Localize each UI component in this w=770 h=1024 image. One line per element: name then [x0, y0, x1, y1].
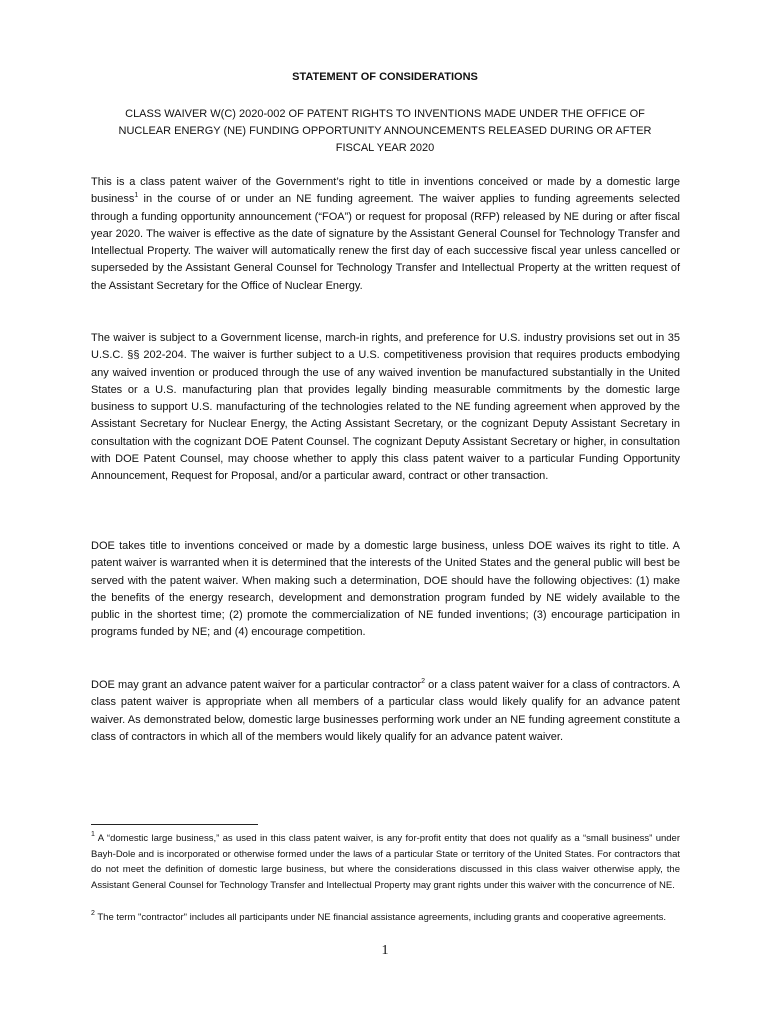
footnote-1-mark: 1 [91, 831, 95, 838]
footnote-2 [91, 910, 680, 926]
paragraph-4-text-a: DOE may grant an advance patent waiver for a particular contractor [91, 679, 422, 691]
footnote-2-text: The term "contractor" includes all participants under NE financial assistance agreements, including grants and cooperative agreements. [94, 912, 666, 923]
paragraph-4-text-b: or a class patent waiver for a class of contractors. A class patent waiver is appropriate when all members of a particular class would likely qualify for an advance patent waiver. As demonstrated below, domestic large businesses performing work under an NE funding agreement constitute a class of contractors in which all of the members would likely qualify for an advance patent waiver. [91, 679, 680, 743]
footnote-ref-1: 1 [134, 192, 139, 200]
footnote-divider [91, 824, 258, 825]
paragraph-1 [91, 174, 680, 295]
paragraph-1-text-a: This is a class patent waiver of the Government’s right to title in inventions conceived or made by a domestic large business [91, 176, 680, 206]
footnote-ref-2: 2 [421, 678, 426, 685]
page-number: 1 [381, 943, 389, 958]
paragraph-2: The waiver is subject to a Government license, march-in rights, and preference for U.S. industry provisions set out in 35 U.S.C. §§ 202-204. The waiver is further subject to a U.S. competitiveness provision that requires products embodying any waived invention or produced through the use of any waived invention be manufactured substantially in the United States or a U.S. manufacturing plan that provides legally binding measurable commitments by the domestic large business to support U.S. manufacturing of the technologies related to the NE funding agreement when approved by the Assistant Secretary for Nuclear Energy, the Acting Assistant Secretary, or the cognizant Deputy Assistant Secretary in consultation with the cognizant DOE Patent Counsel. The cognizant Deputy Assistant Secretary or higher, in consultation with DOE Patent Counsel, may choose whether to apply this class patent waiver to a particular Funding Opportunity Announcement, Request for Proposal, and/or a particular award, contract or other transaction. [91, 332, 680, 483]
footnote-1-text: A “domestic large business,” as used in this class patent waiver, is any for-profit entity that does not qualify as a “small business” under Bayh-Dole and is incorporated or otherwise formed under the laws of a particular State or territory of the United States. For contractors that do not meet the definition of domestic large business, but where the considerations discussed in this class waiver otherwise apply, the Assistant General Counsel for Technology Transfer and Intellectual Property may grant rights under this waiver with the concurrence of NE. [91, 833, 680, 891]
document-subtitle: CLASS WAIVER W(C) 2020-002 OF PATENT RIGHTS TO INVENTIONS MADE UNDER THE OFFICE OF NUCLEAR ENERGY (NE) FUNDING OPPORTUNITY ANNOUNCEMENTS RELEASED DURING OR AFTER FISCAL YEAR 2020 [118, 108, 652, 154]
paragraph-4 [91, 677, 680, 746]
footnote-2-mark: 2 [91, 910, 95, 917]
footnote-1 [91, 831, 680, 893]
paragraph-1-text-b: in the course of or under an NE funding agreement. The waiver applies to funding agreements selected through a funding opportunity announcement (“FOA”) or request for proposal (RFP) released by NE during or after fiscal year 2020. The waiver is effective as the date of signature by the Assistant General Counsel for Technology Transfer and Intellectual Property. The waiver will automatically renew the first day of each successive fiscal year unless cancelled or superseded by the Assistant General Counsel for Technology Transfer and Intellectual Property at the written request of the Assistant Secretary for the Office of Nuclear Energy. [91, 193, 680, 292]
document-title: STATEMENT OF CONSIDERATIONS [292, 71, 478, 83]
paragraph-3: DOE takes title to inventions conceived or made by a domestic large business, unless DOE waives its right to title. A patent waiver is warranted when it is determined that the interests of the United States and the general public will best be served with the patent waiver. When making such a determination, DOE should have the following objectives: (1) make the benefits of the energy research, development and demonstration program funded by NE widely available to the public in the shortest time; (2) promote the commercialization of NE funded inventions; (3) encourage participation in programs funded by NE; and (4) encourage competition. [91, 540, 680, 639]
